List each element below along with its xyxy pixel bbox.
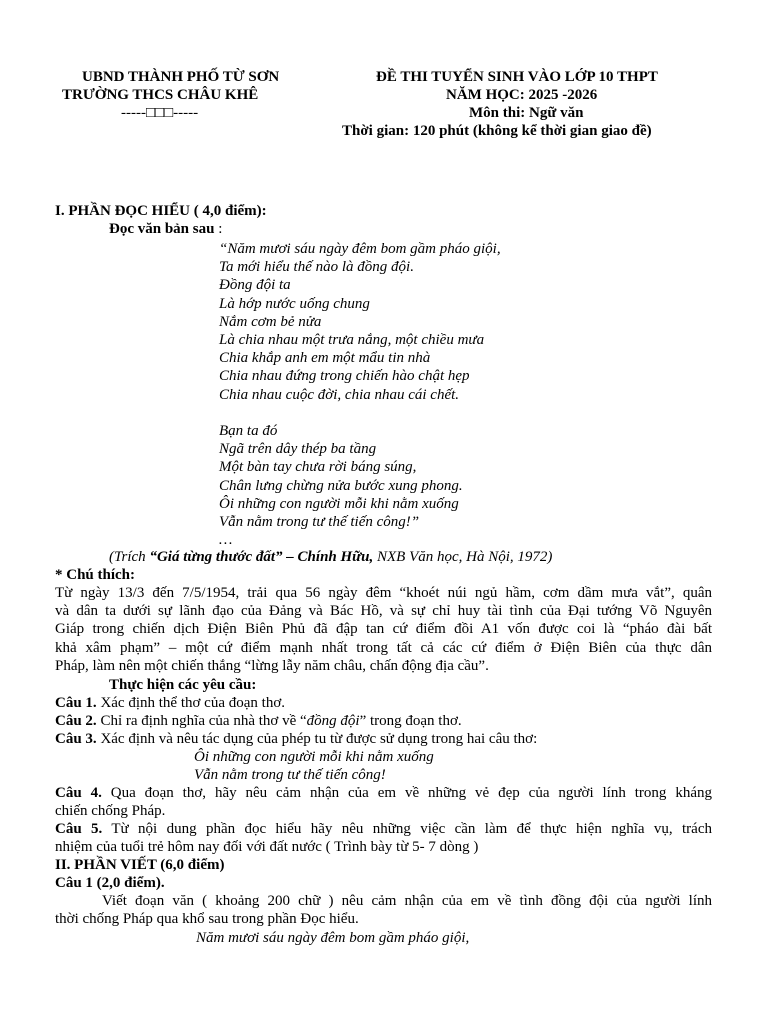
poem-line: Là hớp nước uống chung	[219, 295, 370, 312]
section2-question-1	[55, 892, 712, 928]
exam-subject: Môn thi: Ngữ văn	[469, 105, 584, 121]
question-2: Câu 2. Chỉ ra định nghĩa của nhà thơ về “đồng đội” trong đoạn thơ.	[55, 713, 462, 729]
poem-line: Chân lưng chừng nửa bước xung phong.	[219, 477, 463, 494]
read-instruction: Đọc văn bản sau :	[109, 221, 223, 237]
note-line: Pháp, làm nên một chiến thắng “lừng lẫy năm châu, chấn động địa cầu”.	[55, 657, 489, 674]
exam-duration: Thời gian: 120 phút (không kể thời gian giao đề)	[342, 123, 652, 139]
poem-line: Nắm cơm bẻ nửa	[219, 313, 322, 330]
note-paragraph	[55, 584, 712, 675]
question-4-line: Câu 4. Qua đoạn thơ, hãy nêu cảm nhận của em về những vẻ đẹp của người lính trong kháng	[55, 785, 712, 801]
note-title: * Chú thích:	[55, 567, 136, 583]
question-1: Câu 1. Xác định thể thơ của đoạn thơ.	[55, 695, 286, 711]
poem-line: Ôi những con người mỗi khi nằm xuống	[219, 495, 459, 512]
question-5	[55, 820, 712, 856]
header-divider: -----□□□-----	[121, 105, 199, 121]
question-4-line: chiến chống Pháp.	[55, 803, 166, 820]
question-3-verse: Ôi những con người mỗi khi nằm xuống	[194, 749, 434, 765]
poem-line: Một bàn tay chưa rời báng súng,	[219, 459, 417, 476]
poem-source: (Trích “Giá từng thước đất” – Chính Hữu, NXB Văn học, Hà Nội, 1972)	[109, 549, 553, 565]
question-3: Câu 3. Xác định và nêu tác dụng của phép tu từ được sử dụng trong hai câu thơ:	[55, 731, 538, 747]
poem-line: Ta mới hiểu thế nào là đồng đội.	[219, 259, 414, 276]
question-4	[55, 784, 712, 820]
header-authority: UBND THÀNH PHỐ TỪ SƠN	[82, 69, 280, 85]
poem-line: Chia nhau cuộc đời, chia nhau cái chết.	[219, 386, 460, 403]
tasks-title: Thực hiện các yêu cầu:	[109, 677, 257, 693]
note-line: Từ ngày 13/3 đến 7/5/1954, trải qua 56 ngày đêm “khoét núi ngủ hầm, cơm dầm mưa vắt”, quân	[55, 585, 712, 601]
section2-verse: Năm mươi sáu ngày đêm bom gầm pháo giội,	[196, 930, 470, 946]
poem-line: “Năm mươi sáu ngày đêm bom gầm pháo giội,	[219, 241, 501, 257]
poem-line: Là chia nhau một trưa nắng, một chiều mưa	[219, 332, 485, 349]
note-line: khả xâm phạm” – một cứ điểm mạnh nhất trong tất cả các cứ điểm ở Điện Biên của thực dân	[55, 639, 712, 656]
exam-title: ĐỀ THI TUYỂN SINH VÀO LỚP 10 THPT	[376, 69, 658, 85]
poem-line	[219, 404, 501, 422]
header-school: TRƯỜNG THCS CHÂU KHÊ	[62, 87, 259, 103]
section2-title: II. PHẦN VIẾT (6,0 điểm)	[55, 857, 225, 873]
school-year: NĂM HỌC: 2025 -2026	[446, 87, 598, 103]
poem-line: Ngã trên dây thép ba tầng	[219, 441, 377, 458]
poem-line: Vẫn nằm trong tư thế tiến công!”	[219, 514, 420, 531]
poem-line: Chia khắp anh em một mẩu tin nhà	[219, 350, 431, 367]
note-line: và dân ta dưới sự lãnh đạo của Đảng và Bác Hồ, và sự chỉ huy tài tình của Đại tướng Võ Nguyên	[55, 603, 712, 620]
question-5-line: nhiệm của tuổi trẻ hôm nay đối với đất nước ( Trình bày từ 5- 7 dòng )	[55, 839, 479, 856]
question-5-line: Câu 5. Từ nội dung phần đọc hiểu hãy nêu những việc cần làm để thực hiện nghĩa vụ, trách	[55, 821, 712, 837]
question-3-verse: Vẫn nằm trong tư thế tiến công!	[194, 767, 386, 783]
poem	[219, 240, 501, 549]
poem-line: …	[219, 532, 233, 549]
poem-line: Chia nhau đứng trong chiến hào chật hẹp	[219, 368, 470, 385]
section2-question-1-title: Câu 1 (2,0 điểm).	[55, 875, 165, 891]
section1-title: I. PHẦN ĐỌC HIỂU ( 4,0 điểm):	[55, 203, 267, 219]
note-line: Giáp trong chiến dịch Điện Biên Phủ đã đập tan cứ điểm đồi A1 vốn được coi là “pháo đài bất	[55, 621, 712, 638]
section2-question-1-line: Viết đoạn văn ( khoảng 200 chữ ) nêu cảm nhận của em về tình đồng đội của người lính	[102, 893, 712, 909]
poem-line: Đồng đội ta	[219, 277, 291, 294]
poem-line: Bạn ta đó	[219, 423, 278, 440]
section2-question-1-line: thời chống Pháp qua khổ sau trong phần Đọc hiểu.	[55, 911, 359, 928]
